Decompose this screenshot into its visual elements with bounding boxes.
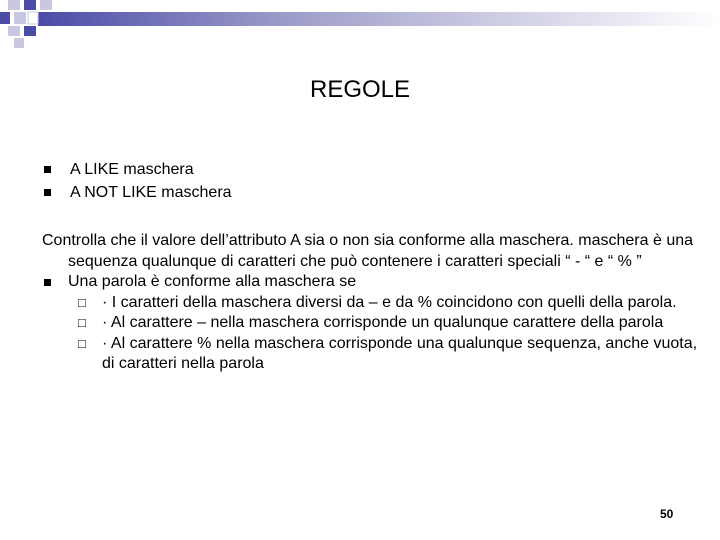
page-number: 50 [660,507,674,521]
top-bullet-list [44,158,232,204]
sub-item [42,293,702,314]
intro-paragraph: Controlla che il valore dell’attributo A sia o non sia conforme alla maschera. maschera è una sequenza qualunque di caratteri che può contenere i caratteri speciali “ - “ e “ % ” [42,232,694,270]
bullet-item [44,158,232,181]
sub-item [42,334,702,375]
sub-item-text: · I caratteri della maschera diversi da – e da % coincidono con quelli della parola. [102,293,677,311]
sub-bullet [42,272,702,293]
square-bullet-icon [44,189,51,196]
decor-square [14,12,26,24]
decor-square [8,0,20,10]
sub-bullet-text: Una parola è conforme alla maschera se [68,273,357,290]
sub-item-text: · Al carattere % nella maschera corrisponde una qualunque sequenza, anche vuota, di caratteri nella parola [102,334,698,372]
square-bullet-icon [44,279,51,286]
sub-item-text: · Al carattere – nella maschera corrisponde un qualunque carattere della parola [102,314,664,331]
decor-square [24,0,36,10]
decor-square [0,12,10,24]
decor-square [28,12,38,24]
decor-bar [38,12,720,26]
sub-item [42,313,702,334]
bullet-item [44,181,232,204]
hollow-square-bullet-icon: □ [78,294,86,310]
header-decoration [0,0,720,50]
decor-square [40,0,52,10]
slide-title-text: REGOLE [309,76,411,103]
bullet-text: A LIKE maschera [70,161,194,178]
decor-square [14,38,24,48]
decor-square [24,26,36,36]
square-bullet-icon [44,166,51,173]
slide-title [0,74,720,106]
decor-square [8,26,20,36]
hollow-square-bullet-icon: □ [78,335,86,351]
hollow-square-bullet-icon: □ [78,315,86,330]
bullet-text: A NOT LIKE maschera [70,184,232,201]
body-text-block [42,231,702,375]
